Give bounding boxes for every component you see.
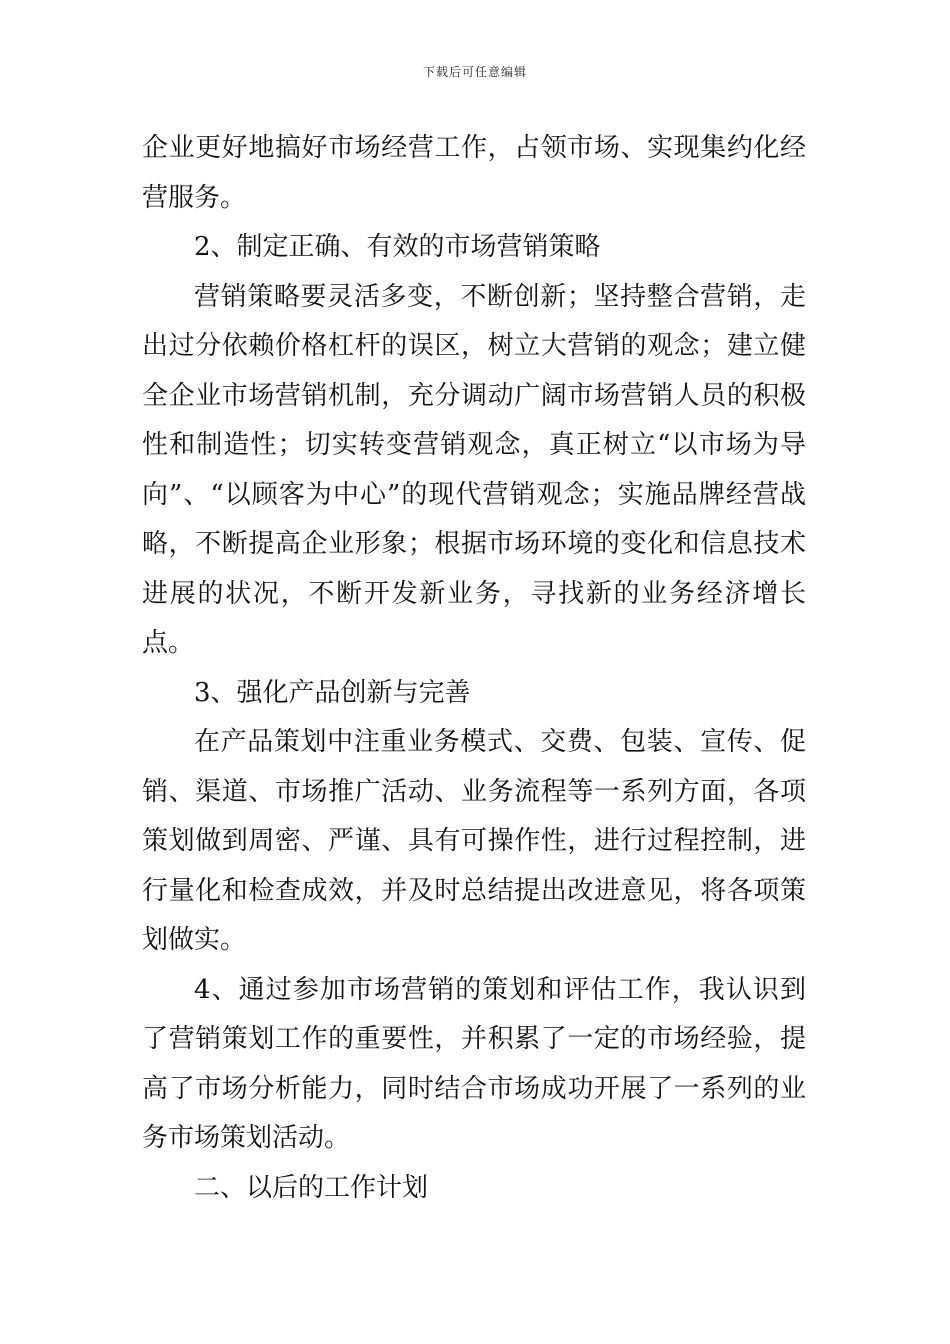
section-heading-future-plan: 二、以后的工作计划 bbox=[194, 1172, 429, 1203]
page-header-note: 下载后可任意编辑 bbox=[422, 65, 527, 79]
paragraph-continuation: 企业更好地搞好市场经营工作，占领市场、实现集约化经营服务。 bbox=[142, 133, 806, 213]
section-heading-2: 2、制定正确、有效的市场营销策略 bbox=[194, 232, 601, 262]
paragraph-item-4: 4、通过参加市场营销的策划和评估工作，我认识到了营销策划工作的重要性，并积累了一定的市场经验，提高了市场分析能力，同时结合市场成功开展了一系列的业务市场策划活动。 bbox=[142, 974, 806, 1153]
paragraph-marketing-strategy: 营销策略要灵活多变，不断创新；坚持整合营销，走出过分依赖价格杠杆的误区，树立大营销的观念；建立健全企业市场营销机制，充分调动广阔市场营销人员的积极性和制造性；切实转变营销观念，真正树立“以市场为导向”、“以顾客为中心”的现代营销观念；实施品牌经营战略，不断提高企业形象；根据市场环境的变化和信息技术进展的状况，不断开发新业务，寻找新的业务经济增长点。 bbox=[142, 281, 806, 658]
paragraph-product-innovation: 在产品策划中注重业务模式、交费、包装、宣传、促销、渠道、市场推广活动、业务流程等一系列方面，各项策划做到周密、严谨、具有可操作性，进行过程控制，进行量化和检查成效，并及时总结提出改进意见，将各项策划做实。 bbox=[142, 727, 806, 955]
document-body bbox=[142, 124, 806, 1213]
section-heading-3: 3、强化产品创新与完善 bbox=[194, 677, 471, 708]
